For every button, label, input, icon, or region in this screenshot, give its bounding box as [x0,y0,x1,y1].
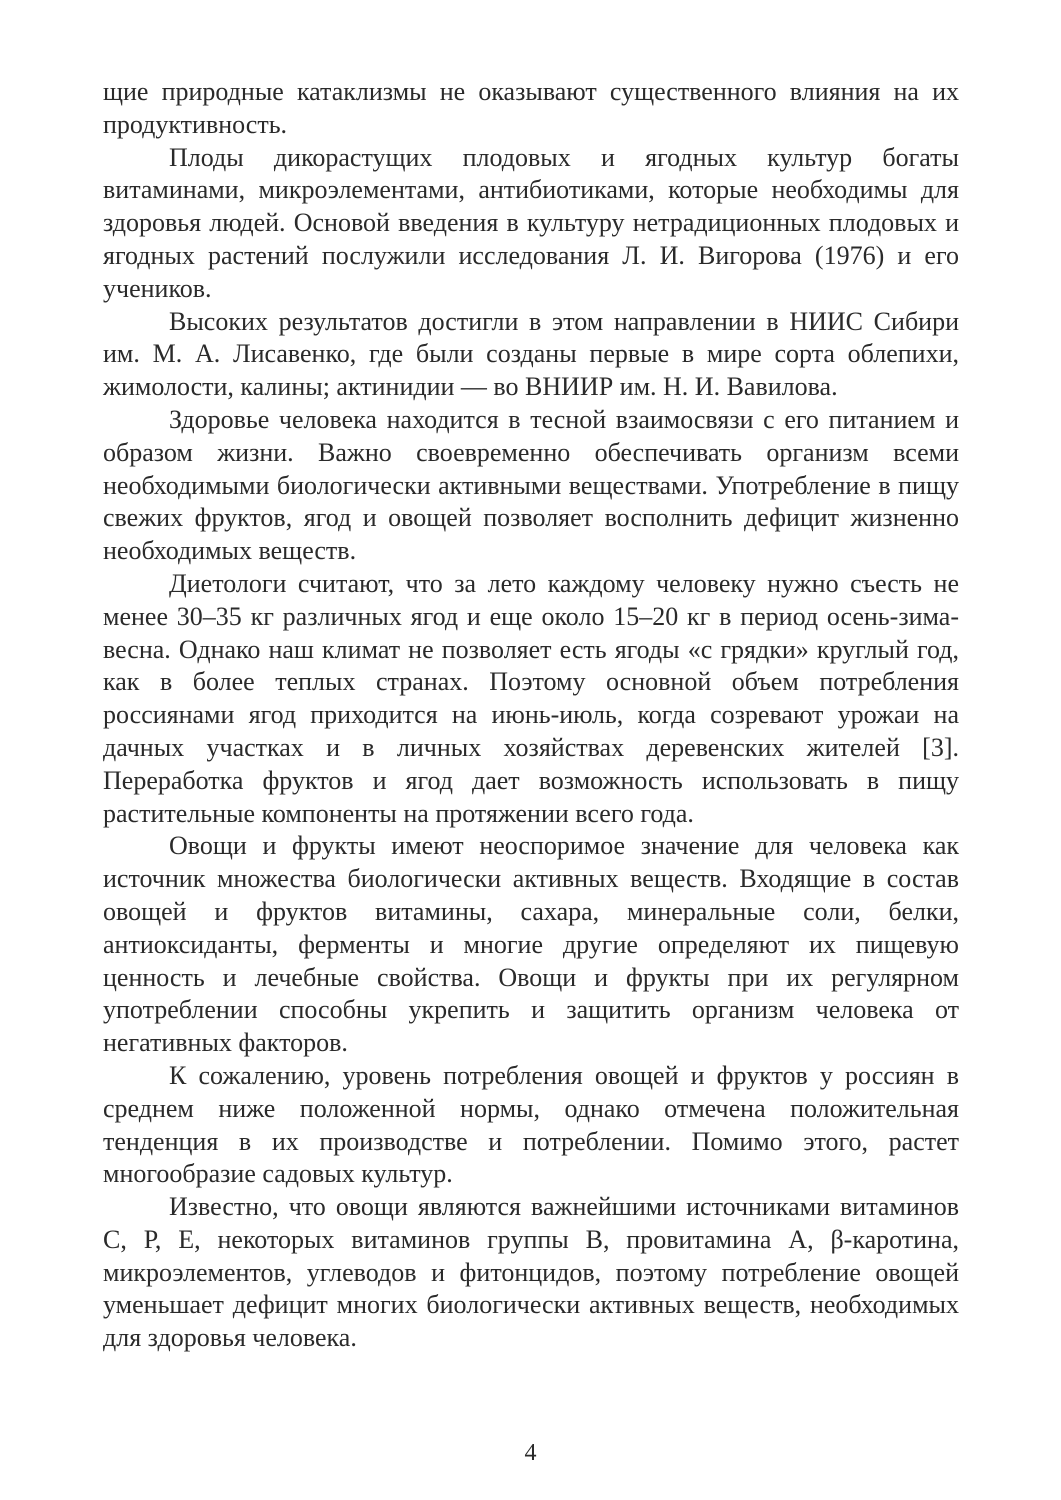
paragraph-vegetables-fruits: Овощи и фрукты имеют неоспоримое значение для человека как источник множества биологически активных веществ. Входящие в состав овощей и фруктов витамины, сахара, минеральные соли, белки, антиоксиданты, ферменты и многие другие определяют их пищевую ценность и лечебные свойства. Овощи и фрукты при их регулярном употреблении способны укрепить и защитить организм человека от негативных факторов. [103,831,959,1058]
page-number: 4 [524,1440,537,1466]
paragraph-research-results: Высоких результатов достигли в этом направлении в НИИС Сибири им. М. А. Лисавенко, где были созданы первые в мире сорта облепихи, жимолости, калины; актинидии — во ВНИИР им. Н. И. Вавилова. [103,306,959,402]
paragraph-health-nutrition: Здоровье человека находится в тесной взаимосвязи с его питанием и образом жизни. Важно своевременно обеспечивать организм всеми необходимыми биологически активными веществами. Употребление в пищу свежих фруктов, ягод и овощей позволяет восполнить дефицит жизненно необходимых веществ. [103,404,959,566]
paragraph-continuation: щие природные катаклизмы не оказывают существенного влияния на их продуктивность. [103,77,959,139]
body-text [103,76,959,1355]
paragraph-consumption-level: К сожалению, уровень потребления овощей и фруктов у россиян в среднем ниже положенной нормы, однако отмечена положительная тенденция в их производстве и потреблении. Помимо этого, растет многообразие садовых культур. [103,1060,959,1189]
paragraph-vitamins: Известно, что овощи являются важнейшими источниками витаминов С, Р, Е, некоторых витаминов группы В, провитамина А, β-каротина, микроэлементов, углеводов и фитонцидов, поэтому потребление овощей уменьшает дефицит многих биологически активных веществ, необходимых для здоровья человека. [103,1192,959,1353]
paragraph-dietologists: Диетологи считают, что за лето каждому человеку нужно съесть не менее 30–35 кг различных ягод и еще около 15–20 кг в период осень-зима-весна. Однако наш климат не позволяет есть ягоды «с грядки» круглый год, как в более теплых странах. Поэтому основной объем потребления россиянами ягод приходится на июнь-июль, когда созревают урожаи на дачных участках и в личных хозяйствах деревенских жителей [3]. Переработка фруктов и ягод дает возможность использовать в пищу растительные компоненты на протяжении всего года. [103,568,959,828]
paragraph-wild-fruits: Плоды дикорастущих плодовых и ягодных культур богаты витаминами, микроэлементами, антибиотиками, которые необходимы для здоровья людей. Основой введения в культуру нетрадиционных плодовых и ягодных растений послужили исследования Л. И. Вигорова (1976) и его учеников. [103,142,959,303]
